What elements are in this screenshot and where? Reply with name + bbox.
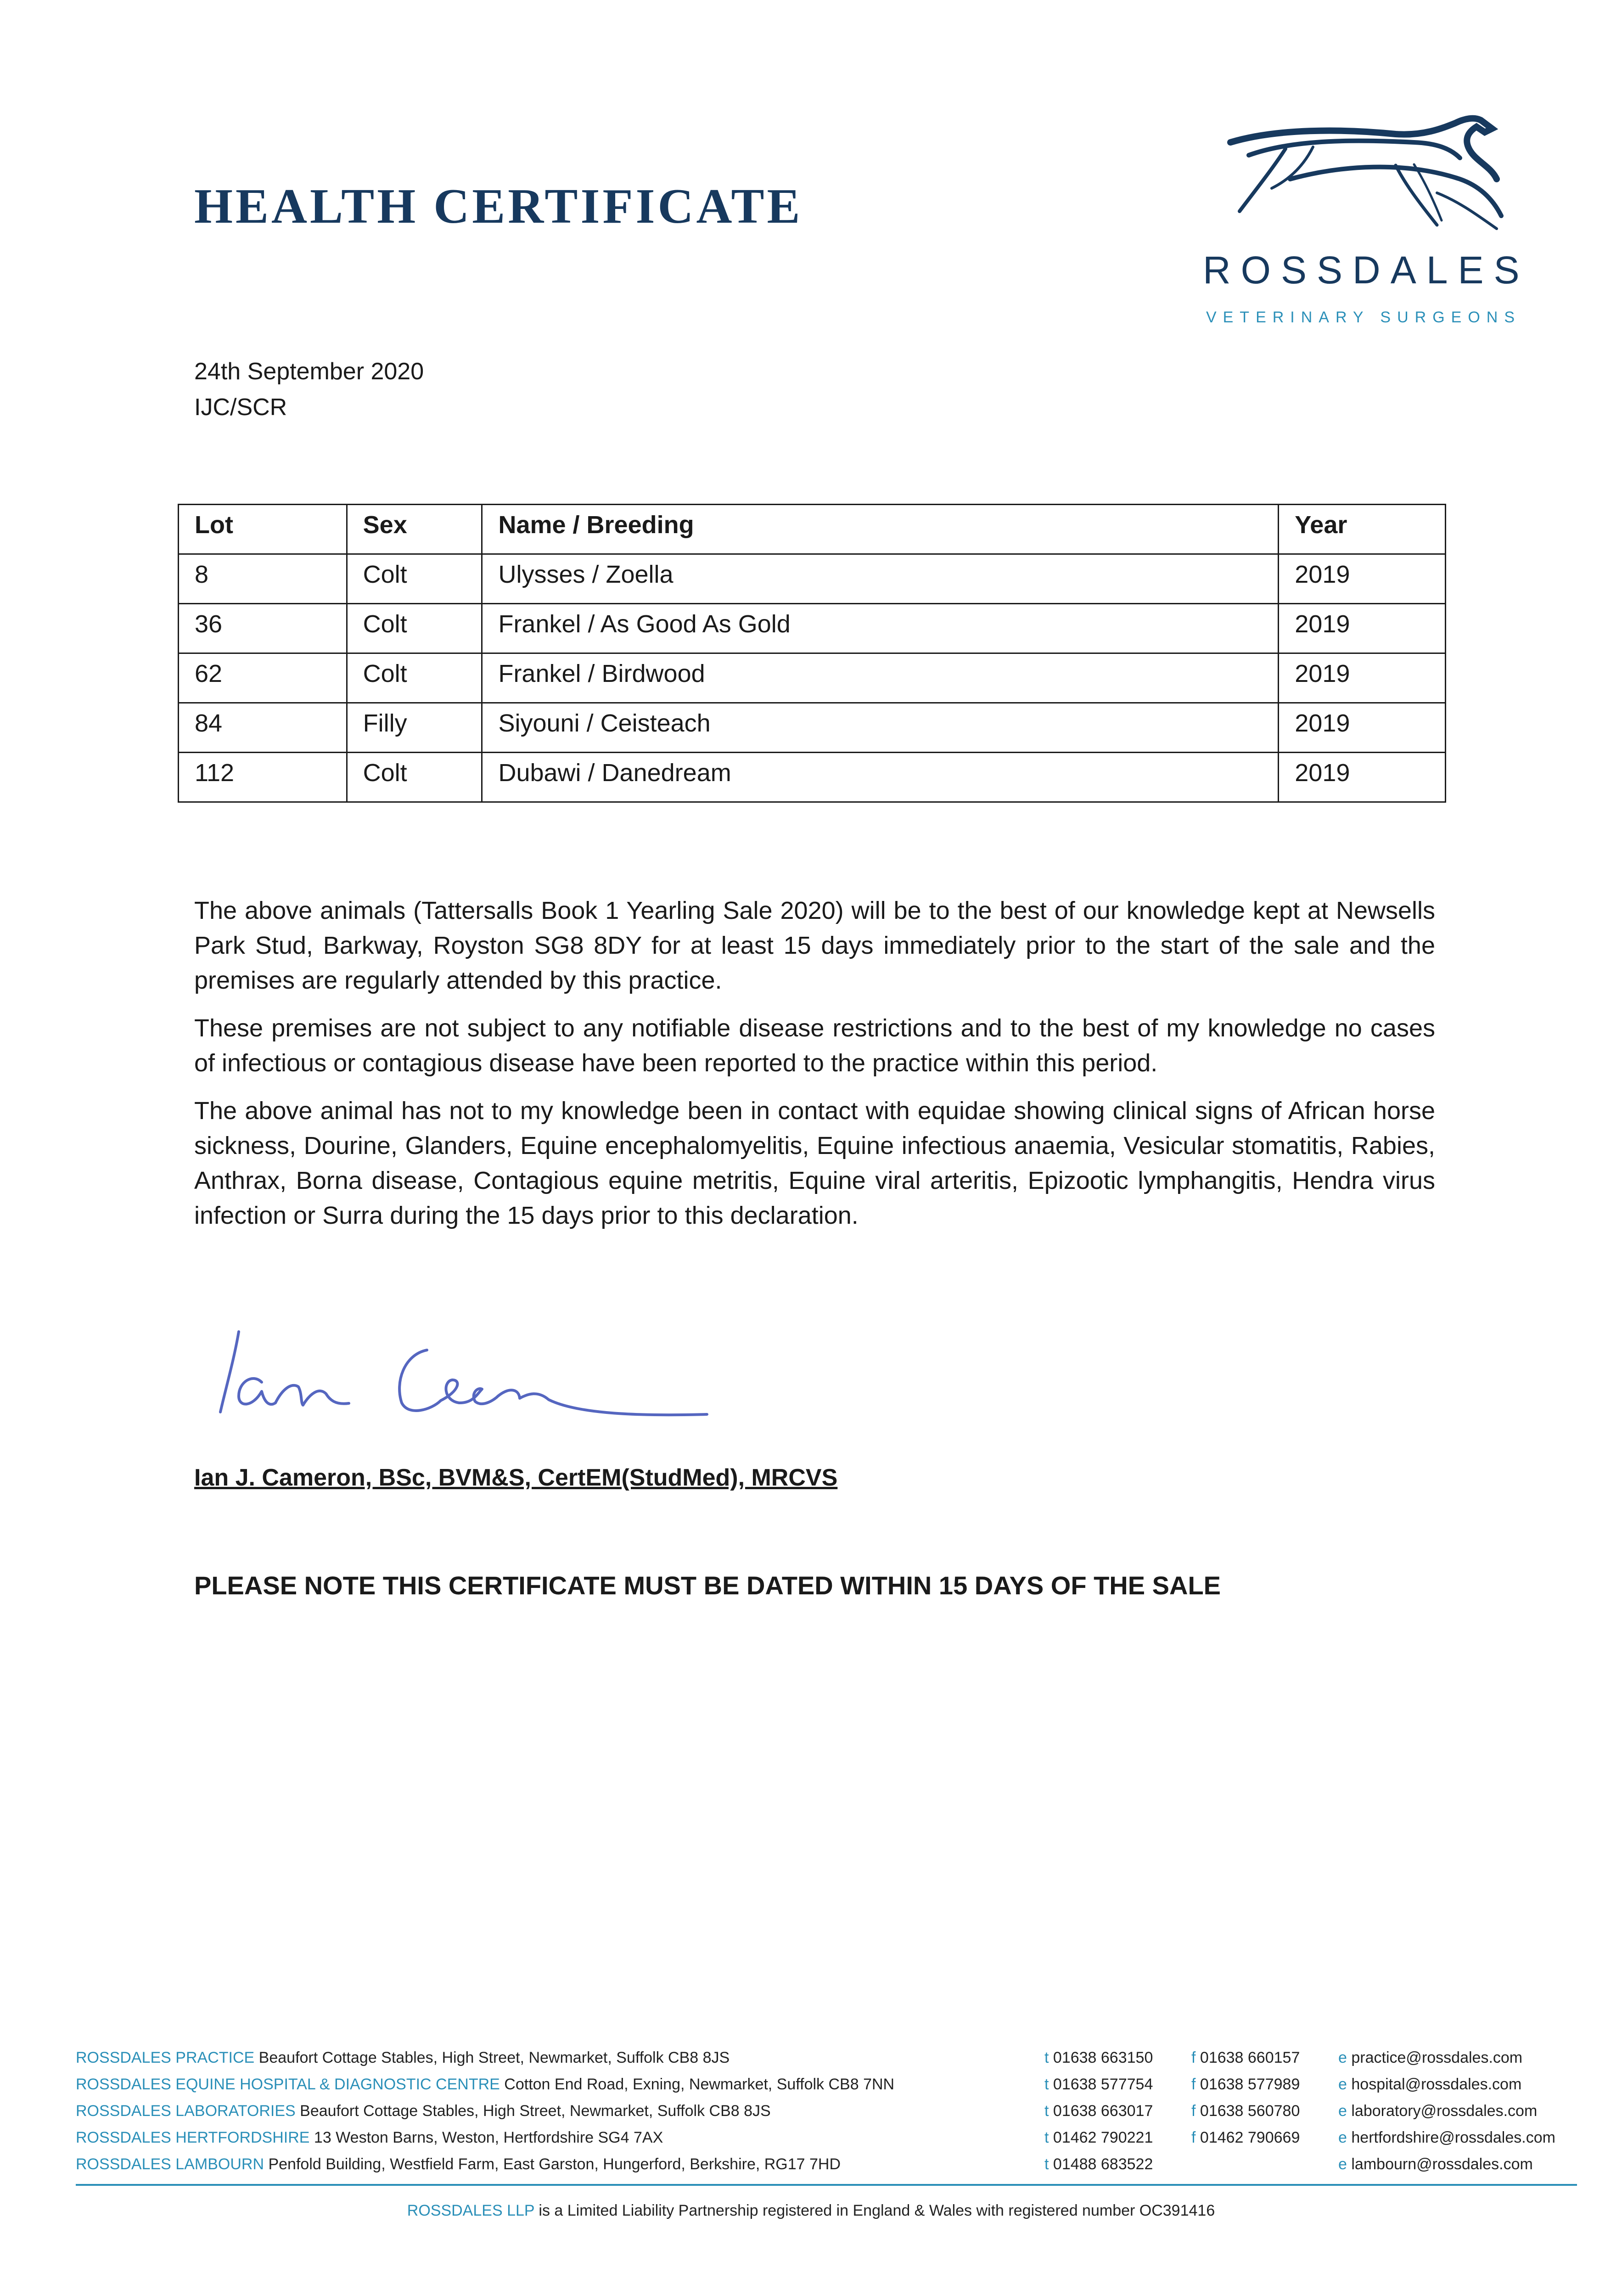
rossdales-logo (1203, 110, 1530, 326)
cell-year: 2019 (1279, 753, 1446, 802)
footer-telephone: t 01638 663017 (1044, 2102, 1153, 2120)
cell-lot: 84 (179, 703, 347, 753)
llp-text: is a Limited Liability Partnership registered in England & Wales with registered number OC391416 (539, 2202, 1215, 2219)
table-row (179, 554, 1446, 604)
table-row (179, 653, 1446, 703)
table-row (179, 753, 1446, 802)
table-row (179, 604, 1446, 653)
cell-sex: Colt (347, 753, 482, 802)
certificate-body (194, 893, 1435, 1246)
footer-fax: f 01638 560780 (1191, 2102, 1300, 2120)
cell-year: 2019 (1279, 703, 1446, 753)
cell-lot: 112 (179, 753, 347, 802)
cell-lot: 36 (179, 604, 347, 653)
llp-name: ROSSDALES LLP (407, 2202, 534, 2219)
footer-division: ROSSDALES PRACTICE (76, 2049, 255, 2066)
cell-sex: Colt (347, 554, 482, 604)
cell-name-breeding: Dubawi / Danedream (482, 753, 1279, 802)
horse-logo-icon (1221, 110, 1506, 248)
footer-division: ROSSDALES HERTFORDSHIRE (76, 2129, 310, 2146)
footer-divider (76, 2184, 1577, 2186)
document-reference: IJC/SCR (194, 394, 287, 421)
cell-name-breeding: Ulysses / Zoella (482, 554, 1279, 604)
footer-telephone: t 01638 577754 (1044, 2076, 1153, 2093)
footer-email: e hospital@rossdales.com (1338, 2076, 1522, 2093)
logo-wordmark: ROSSDALES (1203, 248, 1530, 292)
footer-row (76, 2129, 1577, 2155)
footer-division: ROSSDALES LAMBOURN (76, 2155, 264, 2173)
table-header-row (179, 505, 1446, 554)
cell-sex: Filly (347, 703, 482, 753)
llp-registration (0, 2202, 1622, 2220)
footer-email: e hertfordshire@rossdales.com (1338, 2129, 1555, 2146)
footer-division: ROSSDALES LABORATORIES (76, 2102, 296, 2120)
footer-fax: f 01638 577989 (1191, 2076, 1300, 2093)
footer-email: e laboratory@rossdales.com (1338, 2102, 1538, 2120)
footer-row (76, 2102, 1577, 2129)
cell-year: 2019 (1279, 604, 1446, 653)
cell-name-breeding: Frankel / As Good As Gold (482, 604, 1279, 653)
footer-fax: f 01638 660157 (1191, 2049, 1300, 2066)
footer-row (76, 2155, 1577, 2182)
handwritten-signature (211, 1313, 725, 1433)
column-header-lot: Lot (179, 505, 347, 554)
footer-address: 13 Weston Barns, Weston, Hertfordshire SG4 7AX (314, 2129, 663, 2146)
body-paragraph: The above animals (Tattersalls Book 1 Yearling Sale 2020) will be to the best of our knowledge kept at Newsells Park Stud, Barkway, Royston SG8 8DY for at least 15 days immediately prior to the start of the sale and the premises are regularly attended by this practice. (194, 897, 1435, 994)
column-header-sex: Sex (347, 505, 482, 554)
footer-telephone: t 01638 663150 (1044, 2049, 1153, 2066)
lots-table (178, 504, 1446, 803)
cell-lot: 62 (179, 653, 347, 703)
footer-row (76, 2076, 1577, 2102)
footer-address: Beaufort Cottage Stables, High Street, Newmarket, Suffolk CB8 8JS (258, 2049, 730, 2066)
footer-telephone: t 01462 790221 (1044, 2129, 1153, 2146)
footer-address: Beaufort Cottage Stables, High Street, Newmarket, Suffolk CB8 8JS (300, 2102, 771, 2120)
footer-email: e practice@rossdales.com (1338, 2049, 1523, 2066)
footer-fax: f 01462 790669 (1191, 2129, 1300, 2146)
footer-email: e lambourn@rossdales.com (1338, 2155, 1533, 2173)
document-date: 24th September 2020 (194, 358, 424, 385)
footer-contacts (76, 2049, 1577, 2182)
cell-sex: Colt (347, 604, 482, 653)
cell-sex: Colt (347, 653, 482, 703)
footer-address: Penfold Building, Westfield Farm, East Garston, Hungerford, Berkshire, RG17 7HD (268, 2155, 841, 2173)
certificate-note: PLEASE NOTE THIS CERTIFICATE MUST BE DATED WITHIN 15 DAYS OF THE SALE (194, 1571, 1221, 1600)
cell-year: 2019 (1279, 554, 1446, 604)
footer-address: Cotton End Road, Exning, Newmarket, Suffolk CB8 7NN (504, 2076, 895, 2093)
footer-row (76, 2049, 1577, 2076)
document-meta (194, 354, 424, 425)
table-row (179, 703, 1446, 753)
cell-name-breeding: Siyouni / Ceisteach (482, 703, 1279, 753)
body-paragraph: The above animal has not to my knowledge been in contact with equidae showing clinical signs of African horse sickness, Dourine, Glanders, Equine encephalomyelitis, Equine infectious anaemia, Vesicular stomatitis, Rabies, Anthrax, Borna disease, Contagious equine metritis, Equine viral arteritis, Epizootic lymphangitis, Hendra virus infection or Surra during the 15 days prior to this declaration. (194, 1097, 1435, 1229)
body-paragraph: These premises are not subject to any notifiable disease restrictions and to the best of my knowledge no cases of infectious or contagious disease have been reported to the practice within this period. (194, 1014, 1435, 1077)
cell-name-breeding: Frankel / Birdwood (482, 653, 1279, 703)
signer-name: Ian J. Cameron, BSc, BVM&S, CertEM(StudMed), MRCVS (194, 1464, 838, 1491)
logo-subtitle: VETERINARY SURGEONS (1206, 309, 1521, 326)
cell-year: 2019 (1279, 653, 1446, 703)
column-header-name-breeding: Name / Breeding (482, 505, 1279, 554)
column-header-year: Year (1279, 505, 1446, 554)
footer-division: ROSSDALES EQUINE HOSPITAL & DIAGNOSTIC CENTRE (76, 2076, 500, 2093)
document-title: HEALTH CERTIFICATE (194, 179, 803, 234)
cell-lot: 8 (179, 554, 347, 604)
footer-telephone: t 01488 683522 (1044, 2155, 1153, 2173)
